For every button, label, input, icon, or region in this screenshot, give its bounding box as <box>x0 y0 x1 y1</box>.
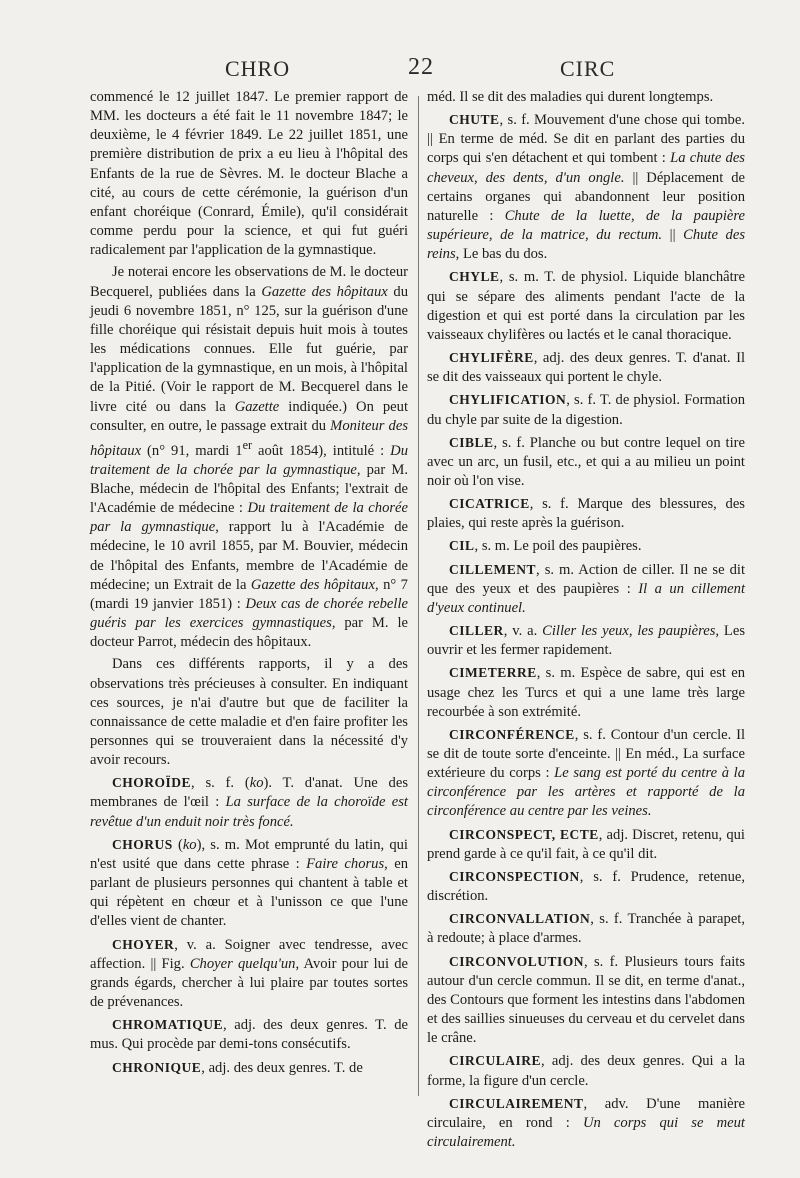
dictionary-paragraph: CHYLIFICATION, s. f. T. de physiol. Formation du chyle par suite de la digestion. <box>427 392 745 428</box>
dictionary-paragraph: CIRCULAIREMENT, adv. D'une manière circulaire, en rond : Un corps qui se meut circulairement. <box>427 1095 745 1150</box>
dictionary-paragraph: Je noterai encore les observations de M. le docteur Becquerel, publiées dans la Gazette des hôpitaux du jeudi 6 novembre 1851, n° 125, sur la guérison d'une fille choréique qui résistait depuis huit mois à toutes les médications connues. Elle fut guérie, par l'application de la gymnastique, en un mois, à l'hôpital de la Pitié. (Voir le rapport de M. Becquerel dans le livre cité ou dans la Gazette indiquée.) On peut consulter, en outre, le passage extrait du Moniteur des hôpitaux (n° 91, mardi 1er août 1854), intitulé : Du traitement de la chorée par la gymnastique, par M. Blache, médecin de l'hôpital des Enfants; l'extrait de l'Académie de médecine : Du traitement de la chorée par la gymnastique, rapport lu à l'Académie de médecine, le 10 avril 1855, par M. Bouvier, médecin de l'hôpital des Enfants, membre de l'Académie de médecine; un Extrait de la Gazette des hôpitaux, n° 7 (mardi 19 janvier 1851) : Deux cas de chorée rebelle guéris par les exercices gymnastiques, par M. le docteur Parrot, médecin des hôpitaux. <box>90 264 409 651</box>
dictionary-paragraph: CIRCONFÉRENCE, s. f. Contour d'un cercle. Il se dit de toute sorte d'enceinte. || En méd., La surface extérieure du corps : Le sang est porté du centre à la circonférence par les artères et rapporté de la circonférence au centre par les veines. <box>427 726 745 820</box>
dictionary-paragraph: CIRCULAIRE, adj. des deux genres. Qui a la forme, la figure d'un cercle. <box>427 1053 745 1089</box>
dictionary-paragraph: CIRCONVALLATION, s. f. Tranchée à parapet, à redoute; à place d'armes. <box>427 911 745 947</box>
dictionary-paragraph: CHOROÏDE, s. f. (ko). T. d'anat. Une des membranes de l'œil : La surface de la choroïde est revêtue d'un enduit noir très foncé. <box>90 775 409 830</box>
dictionary-paragraph: CIRCONSPECTION, s. f. Prudence, retenue, discrétion. <box>427 868 745 905</box>
dictionary-paragraph: CHUTE, s. f. Mouvement d'une chose qui tombe. || En terme de méd. Se dit en parlant des parties du corps qui s'en détachent et qui tombent : La chute des cheveux, des dents, d'un ongle. || Déplacement de certains organes qui abandonnent leur position naturelle : Chute de la luette, de la paupière supérieure, de la matrice, du rectum. || Chute des reins, Le bas du dos. <box>427 112 746 263</box>
dictionary-paragraph: CIBLE, s. f. Planche ou but contre lequel on tire avec un arc, un fusil, etc., et qui a au milieu un point noir où l'on vise. <box>427 434 745 489</box>
dictionary-paragraph: CILLER, v. a. Ciller les yeux, les paupières, Les ouvrir et les fermer rapidement. <box>427 623 745 659</box>
left-column <box>90 88 408 1081</box>
dictionary-paragraph: CHRONIQUE, adj. des deux genres. T. de <box>112 1059 363 1076</box>
page-number: 22 <box>408 54 434 80</box>
header-left-guideword: CHRO <box>225 56 291 81</box>
dictionary-paragraph: CIL, s. m. Le poil des paupières. <box>449 538 642 555</box>
dictionary-paragraph: CHYLIFÈRE, adj. des deux genres. T. d'anat. Il se dit des vaisseaux qui portent le chyle. <box>427 350 745 386</box>
dictionary-paragraph: méd. Il se dit des maladies qui durent longtemps. <box>427 89 714 105</box>
dictionary-paragraph: CIMETERRE, s. m. Espèce de sabre, qui est en usage chez les Turcs et qui a une lame très large recourbée à son extrémité. <box>427 665 745 720</box>
header-right-guideword: CIRC <box>560 56 616 81</box>
running-head <box>0 50 800 90</box>
right-column <box>427 88 745 1155</box>
dictionary-paragraph: CHYLE, s. m. T. de physiol. Liquide blanchâtre qui se sépare des aliments pendant l'acte de la digestion et qui est porté dans la circulation par les vaisseaux chylifères ou lactés et le canal thoracique. <box>427 269 745 343</box>
dictionary-paragraph: CILLEMENT, s. m. Action de ciller. Il ne se dit que des yeux et des paupières : Il a un cillement d'yeux continuel. <box>427 561 745 616</box>
column-divider <box>418 96 419 1096</box>
dictionary-paragraph: CIRCONSPECT, ECTE, adj. Discret, retenu, qui prend garde à ce qu'il fait, à ce qu'il dit. <box>427 826 745 862</box>
dictionary-paragraph: Dans ces différents rapports, il y a des observations très précieuses à consulter. En indiquant ces sources, je n'ai d'autre but que de faciliter la connaissance de cette maladie et d'en faire profiter les personnes qui se trouveraient dans la nécessité d'y avoir recours. <box>90 656 408 769</box>
dictionary-paragraph: CHOYER, v. a. Soigner avec tendresse, avec affection. || Fig. Choyer quelqu'un, Avoir pour lui de grands égards, chercher à lui plaire par toutes sortes de prévenances. <box>90 936 408 1011</box>
dictionary-paragraph: CHORUS (ko), s. m. Mot emprunté du latin, qui n'est usité que dans cette phrase : Faire chorus, en parlant de plusieurs personnes qui chantent à table et qui répètent en chœur et à l'unisson ce que l'une d'elles vient de chanter. <box>90 836 408 930</box>
dictionary-paragraph: CHROMATIQUE, adj. des deux genres. T. de mus. Qui procède par demi-tons consécutifs. <box>90 1017 408 1053</box>
dictionary-paragraph: CIRCONVOLUTION, s. f. Plusieurs tours faits autour d'un cercle commun. Il se dit, en terme d'anat., des Contours que forment les intestins dans l'abdomen et des saillies sinueuses du cerveau et du cervelet dans le crâne. <box>427 953 745 1047</box>
dictionary-paragraph: commencé le 12 juillet 1847. Le premier rapport de MM. les docteurs a été fait le 11 novembre 1847; le deuxième, le 4 février 1849. Le 22 juillet 1851, une première distribution de prix a eu lieu à l'hôpital des Enfants de la rue de Sèvres. M. le docteur Blache a cité, au cours de cette cérémonie, la guérison d'un enfant choréique (Conrard, Émile), qu'il considérait comme perdu pour la science, et qui fut guéri radicalement par l'application de la gymnastique. <box>90 89 408 259</box>
dictionary-paragraph: CICATRICE, s. f. Marque des blessures, des plaies, qui reste après la guérison. <box>427 496 745 532</box>
